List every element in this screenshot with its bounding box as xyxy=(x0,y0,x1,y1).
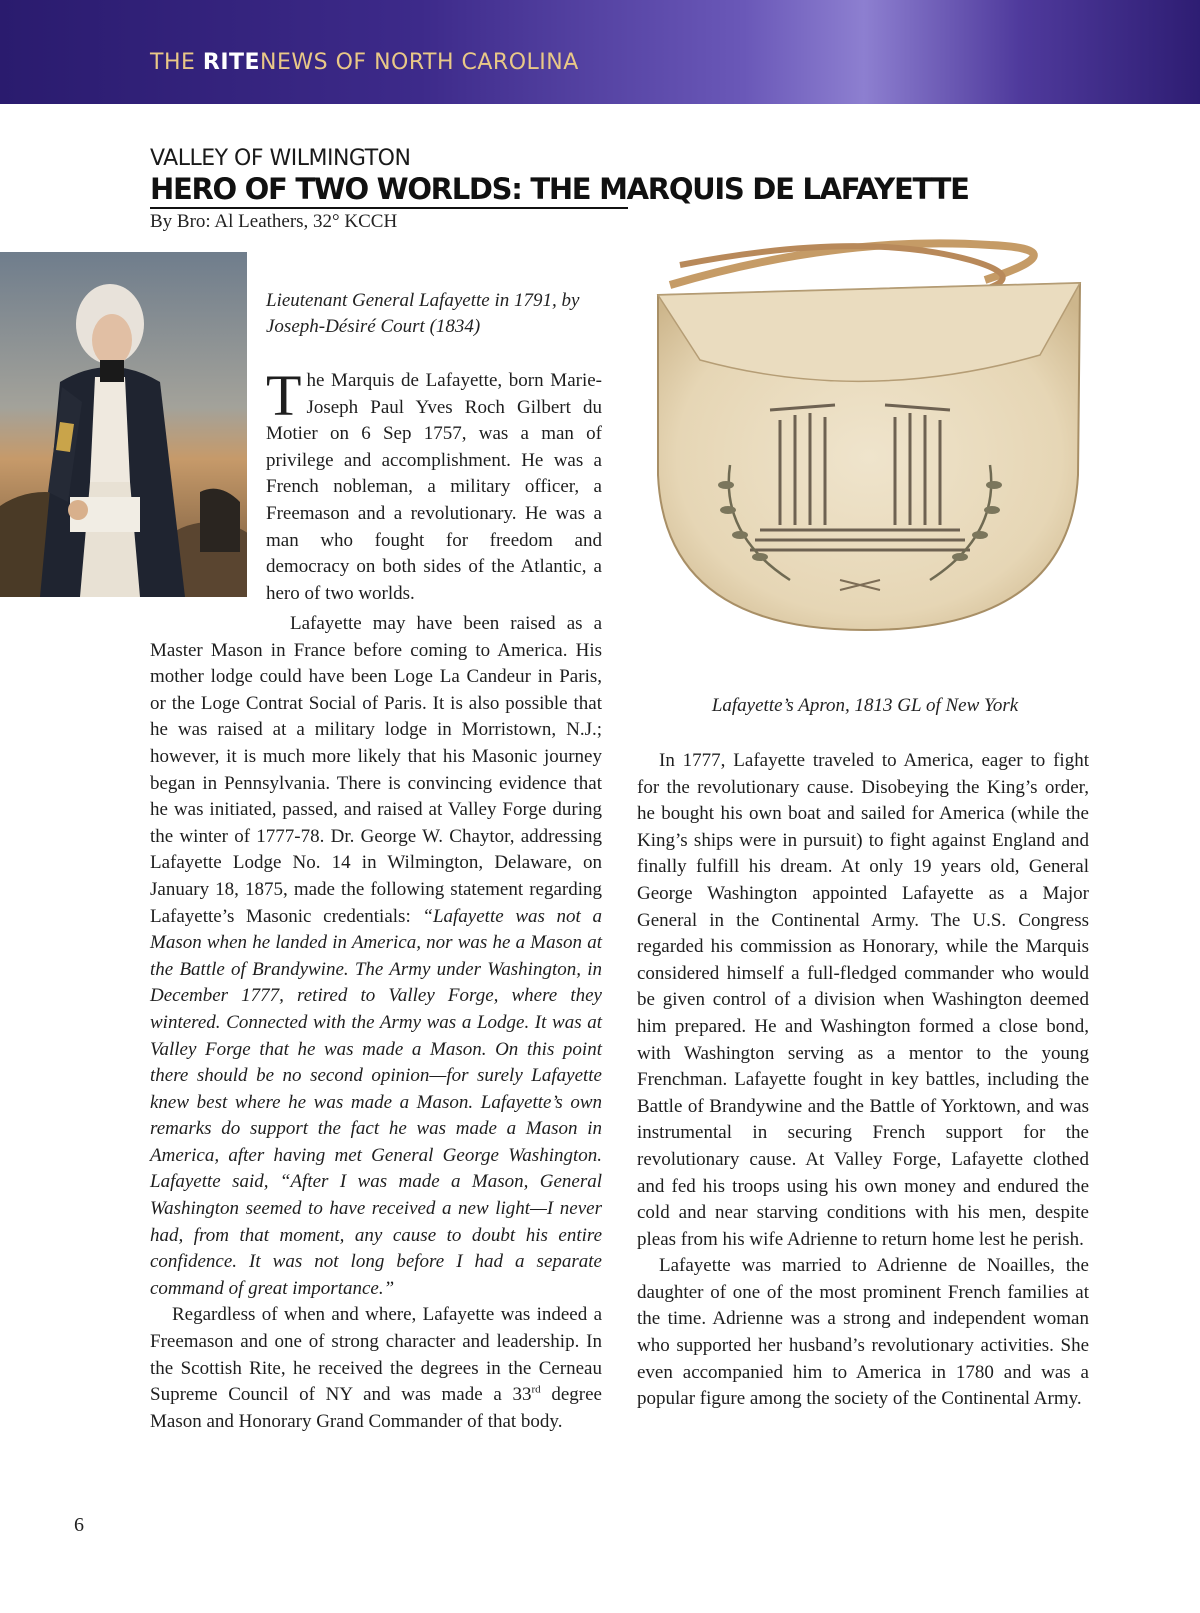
masthead-banner xyxy=(0,0,1200,104)
headline-underline xyxy=(150,207,628,209)
portrait-caption: Lieutenant General Lafayette in 1791, by Joseph-Désiré Court (1834) xyxy=(266,290,580,337)
lafayette-portrait-image xyxy=(0,252,247,597)
byline: By Bro: Al Leathers, 32° KCCH xyxy=(150,211,398,232)
right-paragraph-2: Lafayette was married to Adrienne de Noailles, the daughter of one of the most prominent French families at the time. Adrienne was a strong and independent woman who supported her husband’s revolutionary activities. She even accompanied him to America in 1780 and was a popular figure among the society of the Continental Army. xyxy=(637,1255,1089,1410)
masonic-apron-image xyxy=(640,235,1105,640)
drop-cap: T xyxy=(266,363,302,428)
right-column xyxy=(637,748,1089,1413)
left-paragraph-2: Regardless of when and where, Lafayette was indeed a Freemason and one of strong character and leadership. In the Scottish Rite, he received the degrees in the Cerneau Supreme Council of NY and was made a 33rd degree Mason and Honorary Grand Commander of that body. xyxy=(150,1304,602,1432)
publication-title: THE RITENEWS OF NORTH CAROLINA xyxy=(150,50,579,75)
section-kicker: VALLEY OF WILMINGTON xyxy=(150,146,411,171)
article-intro xyxy=(266,363,602,607)
article-headline: HERO OF TWO WORLDS: THE MARQUIS DE LAFAYETTE xyxy=(150,172,969,206)
page-number: 6 xyxy=(74,1514,84,1536)
apron-caption: Lafayette’s Apron, 1813 GL of New York xyxy=(711,695,1019,716)
right-paragraph-1: In 1777, Lafayette traveled to America, eager to fight for the revolutionary cause. Disobeying the King’s order, he bought his own boat and sailed for America (while the King’s ships were in pursuit) to fight against England and finally fulfill his dream. At only 19 years old, General George Washington appointed Lafayette as a Major General in the Continental Army. The U.S. Congress regarded his commission as Honorary, while the Marquis considered himself a full-fledged commander who would be given control of a division when Washington deemed him prepared. He and Washington formed a close bond, with Washington serving as a mentor to the young Frenchman. Lafayette fought in key battles, including the Battle of Brandywine and the Battle of Yorktown, and was instrumental in securing French support for the revolutionary cause. At Valley Forge, Lafayette clothed and fed his troops using his own money and endured the cold and near starving conditions with his men, despite pleas from his wife Adrienne to return home lest he perish. xyxy=(637,750,1089,1250)
intro-text: he Marquis de Lafayette, born Marie-Joseph Paul Yves Roch Gilbert du Motier on 6 Sep 1757, was a man of privilege and accomplishment. He was a French nobleman, a military officer, a Freemason and a revolutionary. He was a man who fought for freedom and democracy on both sides of the Atlantic, a hero of two worlds. xyxy=(266,370,602,604)
chaytor-quote: “Lafayette was not a Mason when he landed in America, nor was he a Mason at the Battle of Brandywine. The Army under Washington, in December 1777, retired to Valley Forge, where they wintered. Connected with the Army was a Lodge. It was at Valley Forge that he was made a Mason. On this point there should be no second opinion—for surely Lafayette knew best where he was made a Mason. Lafayette’s own remarks do support the fact he was made a Mason in America, after having met General George Washington. Lafayette said, “After I was made a Mason, General Washington seemed to have received a new light—I never had, from that moment, any cause to doubt his entire confidence. It was not long before I had a separate command of great importance.” xyxy=(150,905,602,1299)
left-paragraph-1: Lafayette may have been raised as a Master Mason in France before coming to America. His mother lodge could have been Loge La Candeur in Paris, or the Loge Contrat Social of Paris. It is also possible that he was raised at a military lodge in Morristown, N.J.; however, it is much more likely that his Masonic journey began in Pennsylvania. There is convincing evidence that he was initiated, passed, and raised at Valley Forge during the winter of 1777-78. Dr. George W. Chaytor, addressing Lafayette Lodge No. 14 in Wilmington, Delaware, on January 18, 1875, made the following statement regarding Lafayette’s Masonic credentials: “Lafayette was not a Mason when he landed in America, nor was he a Mason at the Battle of Brandywine. The Army under Washington, in December 1777, retired to Valley Forge, where they wintered. Connected with the Army was a Lodge. It was at Valley Forge that he was made a Mason. On this point there should be no second opinion—for surely Lafayette knew best where he was made a Mason. Lafayette’s own remarks do support the fact he was made a Mason in America, after having met General George Washington. Lafayette said, “After I was made a Mason, General Washington seemed to have received a new light—I never had, from that moment, any cause to doubt his entire confidence. It was not long before I had a separate command of great importance.” xyxy=(150,613,602,1299)
left-column xyxy=(150,611,602,1435)
